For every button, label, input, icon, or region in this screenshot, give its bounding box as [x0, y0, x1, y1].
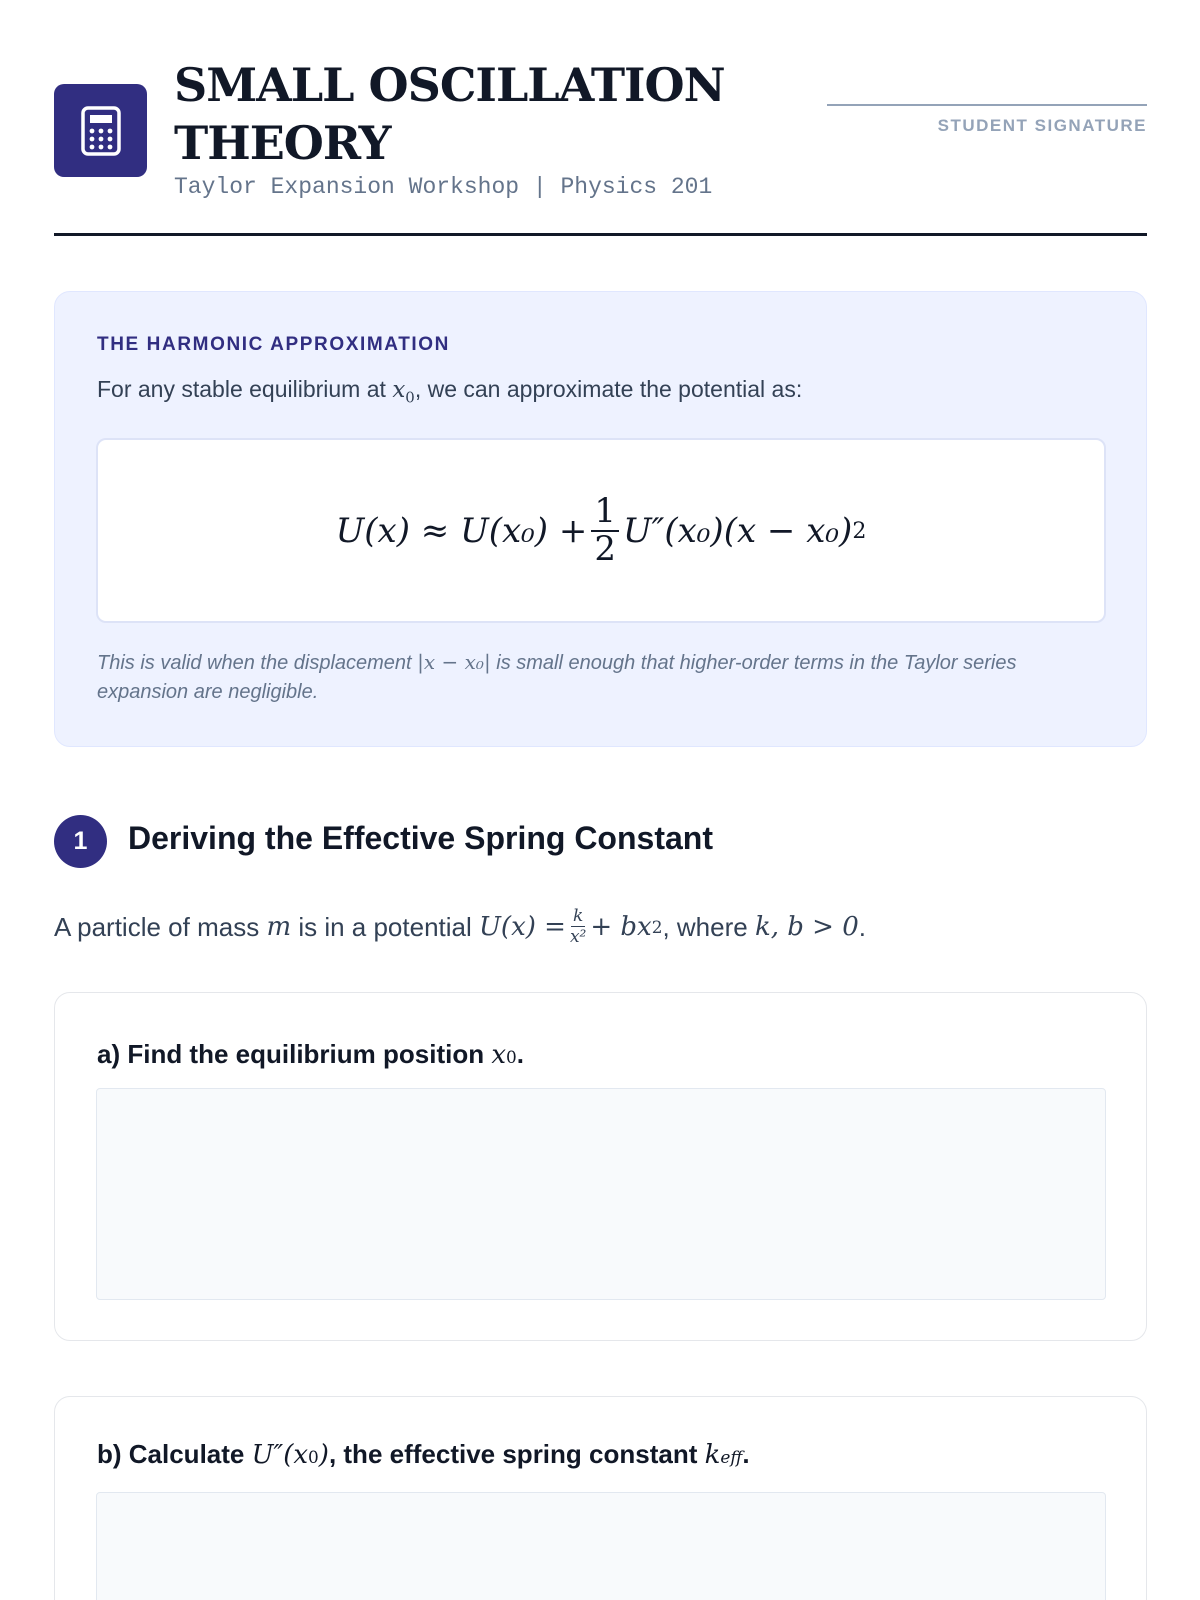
header-divider: [54, 233, 1147, 236]
page-subtitle: Taylor Expansion Workshop | Physics 201: [174, 174, 713, 200]
formula-box: [96, 438, 1106, 623]
formula-fraction: $\frac{1}{2}$: [591, 494, 619, 567]
signature-label: STUDENT SIGNATURE: [937, 116, 1147, 135]
section-title: Deriving the Effective Spring Constant: [128, 820, 713, 856]
question-b-label: b) Calculate U″(x 0 ) , the effective spring constant k eff .: [97, 1439, 750, 1470]
concept-intro: For any stable equilibrium at $x_0$, we can approximate the potential as:: [97, 376, 803, 407]
concept-note: This is valid when the displacement |x − x₀| is small enough that higher-order terms in the Taylor series expansion are negligible.: [97, 650, 1017, 703]
page-header: [54, 56, 1147, 238]
question-card-b: [54, 1396, 1147, 1600]
answer-area-b[interactable]: [96, 1492, 1106, 1600]
problem-fraction: $\frac{k}{\text{x²}}$: [569, 906, 587, 947]
section-number-badge: 1: [54, 815, 107, 868]
problem-statement: A particle of mass m is in a potential U(x) = $\frac{k}{\text{x²}}$ + bx 2 , where k, b > 0 .: [54, 906, 866, 947]
page-title: SMALL OSCILLATION THEORY: [174, 58, 725, 170]
calculator-icon: [80, 105, 122, 157]
concept-heading: THE HARMONIC APPROXIMATION: [97, 334, 450, 355]
harmonic-formula: U(x) ≈ U(x₀) + $\frac{1}{2}$ U″(x₀)(x − x₀) 2: [335, 490, 867, 569]
question-card-a: [54, 992, 1147, 1341]
signature-line[interactable]: [827, 104, 1147, 106]
logo: [54, 84, 147, 177]
answer-area-a[interactable]: [96, 1088, 1106, 1300]
question-a-label: a) Find the equilibrium position x 0 .: [97, 1039, 524, 1070]
concept-panel: [54, 291, 1147, 747]
